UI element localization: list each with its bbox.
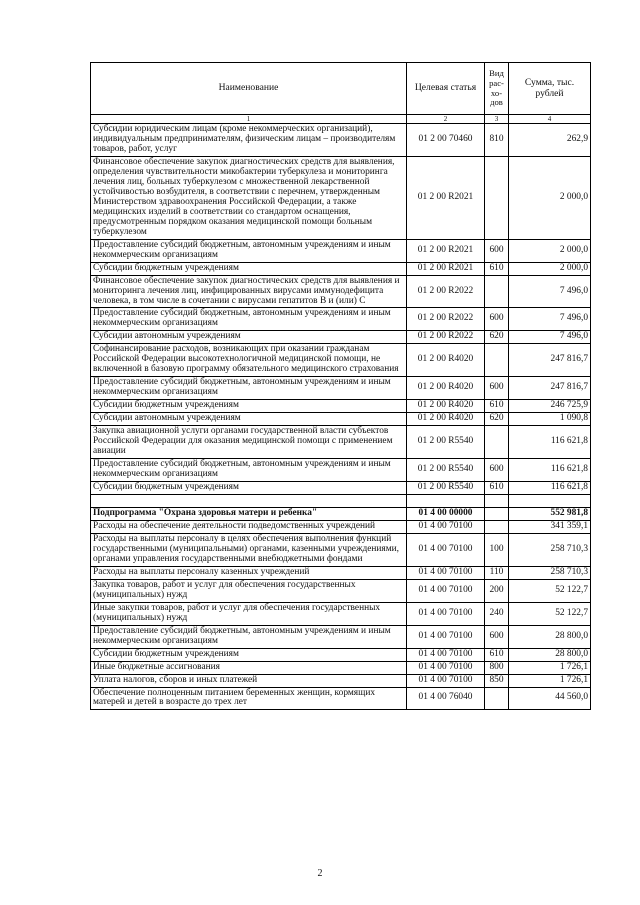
row-kind: 850 [485, 674, 509, 687]
table-row [91, 413, 591, 426]
row-kind: 620 [485, 413, 509, 426]
table-row [91, 507, 591, 520]
row-kind: 810 [485, 124, 509, 157]
row-kind: 110 [485, 566, 509, 579]
table-body [91, 124, 591, 710]
row-name: Предоставление субсидий бюджетным, автономным учреждениям и иным некоммерческим организациям [91, 377, 407, 400]
row-code: 01 2 00 R2021 [407, 262, 485, 275]
row-sum: 52 122,7 [509, 579, 591, 602]
row-sum: 28 800,0 [509, 648, 591, 661]
row-code: 01 2 00 R5540 [407, 482, 485, 495]
row-name: Субсидии бюджетным учреждениям [91, 648, 407, 661]
row-name: Иные бюджетные ассигнования [91, 661, 407, 674]
table-row [91, 344, 591, 377]
row-name: Расходы на обеспечение деятельности подведомственных учреждений [91, 520, 407, 533]
row-name: Субсидии бюджетным учреждениям [91, 262, 407, 275]
table-row [91, 308, 591, 331]
table-row [91, 124, 591, 157]
row-code: 01 4 00 70100 [407, 602, 485, 625]
row-kind: 100 [485, 533, 509, 566]
row-name: Предоставление субсидий бюджетным, автономным учреждениям и иным некоммерческим организациям [91, 459, 407, 482]
row-code: 01 4 00 76040 [407, 687, 485, 710]
row-sum [509, 494, 591, 507]
row-code: 01 2 00 R4020 [407, 344, 485, 377]
row-sum: 28 800,0 [509, 625, 591, 648]
row-kind [485, 426, 509, 459]
row-sum: 116 621,8 [509, 426, 591, 459]
row-kind [485, 494, 509, 507]
row-name: Расходы на выплаты персоналу казенных учреждений [91, 566, 407, 579]
row-sum: 247 816,7 [509, 344, 591, 377]
row-kind [485, 344, 509, 377]
row-sum: 7 496,0 [509, 308, 591, 331]
row-name: Уплата налогов, сборов и иных платежей [91, 674, 407, 687]
row-name: Субсидии бюджетным учреждениям [91, 400, 407, 413]
table-row [91, 239, 591, 262]
row-kind [485, 275, 509, 308]
column-number-row [91, 115, 591, 124]
table-row [91, 400, 591, 413]
row-name: Иные закупки товаров, работ и услуг для обеспечения государственных (муниципальных) нужд [91, 602, 407, 625]
row-kind: 610 [485, 482, 509, 495]
row-code: 01 4 00 70100 [407, 648, 485, 661]
column-number: 3 [485, 115, 509, 124]
table-row [91, 494, 591, 507]
row-name: Субсидии автономным учреждениям [91, 413, 407, 426]
row-name: Закупка авиационной услуги органами государственной власти субъектов Российской Федерации для оказания медицинской помощи с применением авиации [91, 426, 407, 459]
row-kind: 610 [485, 262, 509, 275]
row-sum: 258 710,3 [509, 566, 591, 579]
row-sum: 2 000,0 [509, 239, 591, 262]
row-name: Обеспечение полноценным питанием беременных женщин, кормящих матерей и детей в возрасте до трех лет [91, 687, 407, 710]
row-code: 01 4 00 70100 [407, 625, 485, 648]
row-kind [485, 687, 509, 710]
row-name: Расходы на выплаты персоналу в целях обеспечения выполнения функций государственными (муниципальными) органами, казенными учреждениями, органами управления государственными внебюджетными фондами [91, 533, 407, 566]
row-sum: 116 621,8 [509, 482, 591, 495]
row-kind: 240 [485, 602, 509, 625]
table-header-row [91, 63, 591, 115]
row-name: Финансовое обеспечение закупок диагностических средств для выявления, определения чувствительности микобактерии туберкулеза и мониторинга лечения лиц, больных туберкулезом с множественной лекарственной устойчивостью возбудителя, в соответствии с перечнем, утвержденным Министерством здравоохранения Российской Федерации, а также медицинских изделий в соответствии со стандартом оснащения, предусмотренным порядком оказания медицинской помощи больным туберкулезом [91, 156, 407, 239]
row-code: 01 4 00 70100 [407, 674, 485, 687]
row-name: Субсидии автономным учреждениям [91, 331, 407, 344]
column-number: 4 [509, 115, 591, 124]
row-sum: 262,9 [509, 124, 591, 157]
row-name: Предоставление субсидий бюджетным, автономным учреждениям и иным некоммерческим организациям [91, 308, 407, 331]
column-number: 1 [91, 115, 407, 124]
table-row [91, 625, 591, 648]
row-name: Финансовое обеспечение закупок диагностических средств для выявления и мониторинга лечения лиц, инфицированных вирусами иммунодефицита человека, в том числе в сочетании с вирусами гепатитов B и (или) C [91, 275, 407, 308]
row-kind: 200 [485, 579, 509, 602]
row-code: 01 2 00 R2021 [407, 239, 485, 262]
row-kind [485, 156, 509, 239]
table-row [91, 459, 591, 482]
row-kind: 800 [485, 661, 509, 674]
row-kind: 600 [485, 308, 509, 331]
row-kind [485, 507, 509, 520]
row-name: Закупка товаров, работ и услуг для обеспечения государственных (муниципальных) нужд [91, 579, 407, 602]
table-row [91, 648, 591, 661]
row-code: 01 4 00 70100 [407, 661, 485, 674]
table-row [91, 275, 591, 308]
row-code: 01 2 00 R4020 [407, 377, 485, 400]
row-code: 01 2 00 R5540 [407, 459, 485, 482]
row-kind [485, 520, 509, 533]
row-name: Предоставление субсидий бюджетным, автономным учреждениям и иным некоммерческим организациям [91, 239, 407, 262]
table-row [91, 262, 591, 275]
table-row [91, 426, 591, 459]
row-code: 01 4 00 70100 [407, 533, 485, 566]
row-name: Подпрограмма "Охрана здоровья матери и ребенка" [91, 507, 407, 520]
row-code: 01 2 00 R2021 [407, 156, 485, 239]
row-kind: 610 [485, 648, 509, 661]
row-kind: 600 [485, 377, 509, 400]
table-row [91, 602, 591, 625]
header-kind: Вид рас-хо-дов [485, 63, 509, 115]
row-code: 01 2 00 70460 [407, 124, 485, 157]
table-row [91, 566, 591, 579]
row-kind: 600 [485, 625, 509, 648]
header-code: Целевая статья [407, 63, 485, 115]
row-name: Субсидии бюджетным учреждениям [91, 482, 407, 495]
table-row [91, 520, 591, 533]
row-sum: 44 560,0 [509, 687, 591, 710]
row-sum: 2 000,0 [509, 262, 591, 275]
row-code: 01 2 00 R4020 [407, 400, 485, 413]
row-kind: 620 [485, 331, 509, 344]
row-sum: 258 710,3 [509, 533, 591, 566]
table-row [91, 674, 591, 687]
row-code: 01 4 00 70100 [407, 579, 485, 602]
row-name [91, 494, 407, 507]
row-kind: 610 [485, 400, 509, 413]
row-code: 01 2 00 R2022 [407, 308, 485, 331]
table-row [91, 661, 591, 674]
row-code: 01 2 00 R2022 [407, 275, 485, 308]
budget-table [90, 62, 591, 710]
row-code [407, 494, 485, 507]
row-kind: 600 [485, 459, 509, 482]
row-sum: 7 496,0 [509, 331, 591, 344]
row-sum: 116 621,8 [509, 459, 591, 482]
row-kind: 600 [485, 239, 509, 262]
row-name: Предоставление субсидий бюджетным, автономным учреждениям и иным некоммерческим организациям [91, 625, 407, 648]
row-sum: 246 725,9 [509, 400, 591, 413]
table-row [91, 377, 591, 400]
row-code: 01 4 00 70100 [407, 566, 485, 579]
header-sum: Сумма, тыс. рублей [509, 63, 591, 115]
page-number: 2 [317, 868, 323, 879]
row-sum: 247 816,7 [509, 377, 591, 400]
row-name: Софинансирование расходов, возникающих при оказании гражданам Российской Федерации высокотехнологичной медицинской помощи, не включенной в базовую программу обязательного медицинского страхования [91, 344, 407, 377]
row-sum: 1 726,1 [509, 674, 591, 687]
table-row [91, 687, 591, 710]
column-number: 2 [407, 115, 485, 124]
table-row [91, 482, 591, 495]
row-code: 01 4 00 00000 [407, 507, 485, 520]
row-sum: 1 090,8 [509, 413, 591, 426]
row-sum: 7 496,0 [509, 275, 591, 308]
row-sum: 2 000,0 [509, 156, 591, 239]
table-row [91, 156, 591, 239]
row-code: 01 2 00 R4020 [407, 413, 485, 426]
table-row [91, 533, 591, 566]
row-code: 01 2 00 R2022 [407, 331, 485, 344]
row-sum: 52 122,7 [509, 602, 591, 625]
table-row [91, 331, 591, 344]
row-sum: 341 359,1 [509, 520, 591, 533]
row-sum: 552 981,8 [509, 507, 591, 520]
table-row [91, 579, 591, 602]
header-name: Наименование [91, 63, 407, 115]
row-sum: 1 726,1 [509, 661, 591, 674]
row-code: 01 2 00 R5540 [407, 426, 485, 459]
row-name: Субсидии юридическим лицам (кроме некоммерческих организаций), индивидуальным предпринимателям, физическим лицам – производителям товаров, работ, услуг [91, 124, 407, 157]
row-code: 01 4 00 70100 [407, 520, 485, 533]
